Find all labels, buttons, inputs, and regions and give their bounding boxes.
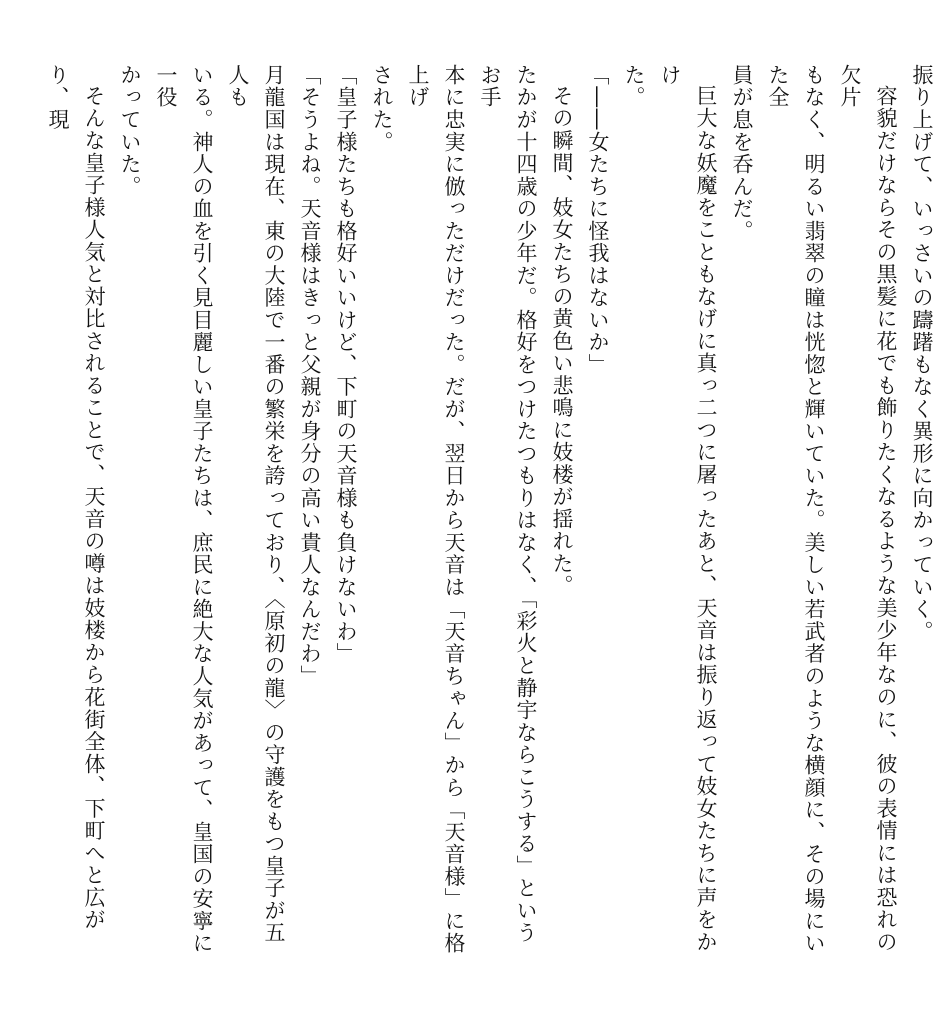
text-line: 振り上げて、いっさいの躊躇もなく異形に向かっていく。 [910,64,934,643]
text-line: 員が息を呑んだ。 [730,64,754,243]
text-line: た。 [622,64,646,109]
text-line: たかが十四歳の少年だ。格好をつけたつもりはなく、「彩火と静宇ならこうする」というお手 [478,64,538,944]
text-line: 「そうよね。天音様はきっと父親が身分の高い貴人なんだわ」 [298,64,322,688]
vertical-text-body [40,64,940,964]
text-line: そんな皇子様人気と対比されることで、天音の噂は妓楼から花街全体、下町へと広がり、現 [46,64,106,931]
text-line: いる。神人の血を引く見目麗しい皇子たちは、庶民に絶大な人気があって、皇国の安寧に一役 [154,64,214,955]
text-line: 巨大な妖魔をこともなげに真っ二つに屠ったあと、天音は振り返って妓女たちに声をかけ [658,64,718,954]
text-line: もなく、明るい翡翠の瞳は恍惚と輝いていた。美しい若武者のような横顔に、その場にいた全 [766,64,826,955]
text-line: その瞬間、妓女たちの黄色い悲鳴に妓楼が揺れた。 [550,85,574,597]
text-line: 月龍国は現在、東の大陸で一番の繁栄を誇っており、〈原初の龍〉の守護をもつ皇子が五人も [226,64,286,944]
text-line: 容貌だけならその黒髪に花でも飾りたくなるような美少年なのに、彼の表情には恐れの欠片 [838,64,898,954]
text-line: された。 [370,64,394,154]
text-line: 「――女たちに怪我はないか」 [586,64,610,376]
text-line: 本に忠実に倣っただけだった。だが、翌日から天音は「天音ちゃん」から「天音様」に格上げ [406,64,466,955]
text-line: かっていた。 [118,64,142,198]
text-line: 「皇子様たちも格好いいけど、下町の天音様も負けないわ」 [334,64,358,666]
